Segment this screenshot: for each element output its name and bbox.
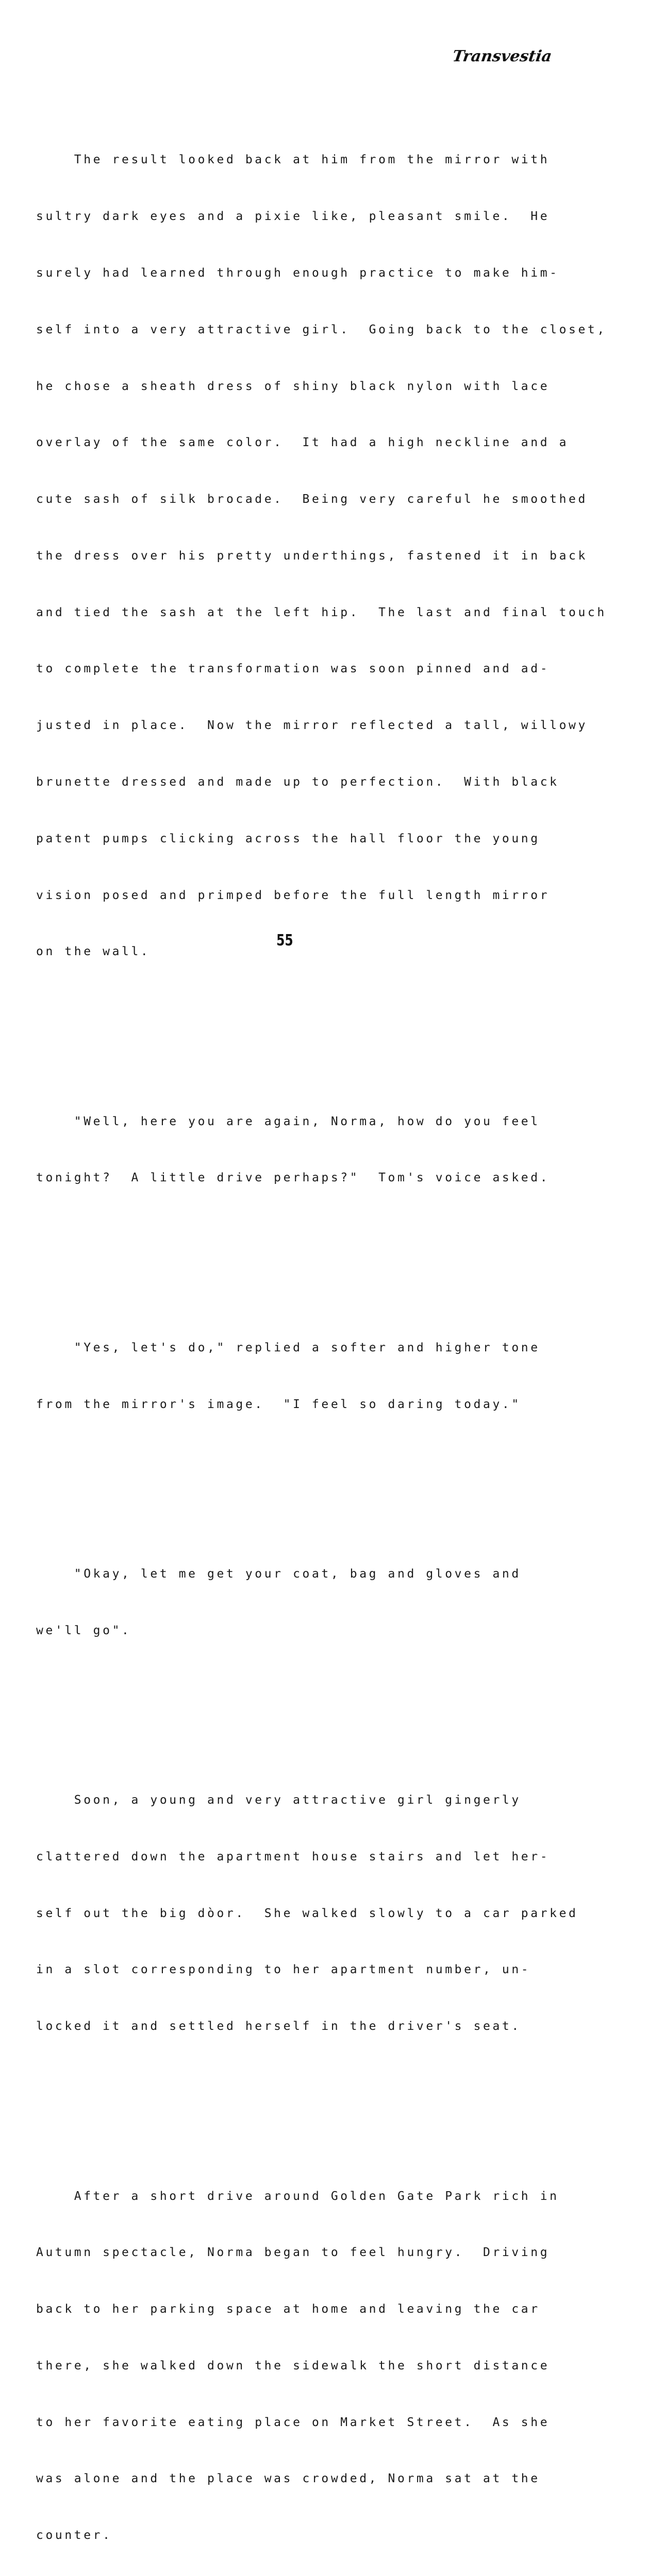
paragraph-4	[36, 1527, 593, 1678]
text-line: patent pumps clicking across the hall floor the young	[36, 832, 540, 845]
text-line: "Yes, let's do," replied a softer and higher tone	[36, 1341, 540, 1354]
text-line: on the wall.	[36, 945, 151, 959]
text-line: The result looked back at him from the mirror with	[36, 153, 550, 167]
paragraph-5	[36, 1753, 593, 2074]
body-text	[36, 75, 607, 2576]
text-line: sultry dark eyes and a pixie like, pleasant smile. He	[36, 210, 550, 224]
text-line: he chose a sheath dress of shiny black nylon with lace	[36, 379, 550, 393]
text-line: justed in place. Now the mirror reflected a tall, willowy	[36, 719, 588, 733]
text-line: clattered down the apartment house stairs and let her-	[36, 1850, 550, 1863]
text-line: to complete the transformation was soon pinned and ad-	[36, 662, 550, 676]
text-line: "Okay, let me get your coat, bag and gloves and	[36, 1567, 521, 1581]
text-line: we'll go".	[36, 1623, 131, 1637]
paragraph-2	[36, 1074, 593, 1225]
page-number: 55	[276, 931, 293, 950]
text-line: was alone and the place was crowded, Norma sat at the	[36, 2472, 540, 2486]
text-line: surely had learned through enough practice to make him-	[36, 266, 559, 280]
text-line: there, she walked down the sidewalk the short distance	[36, 2359, 550, 2372]
text-line: tonight? A little drive perhaps?" Tom's voice asked.	[36, 1171, 550, 1185]
text-line: self out the big dòor. She walked slowly to a car parked	[36, 1906, 578, 1920]
paragraph-3	[36, 1301, 593, 1452]
text-line: Soon, a young and very attractive girl gingerly	[36, 1793, 521, 1807]
text-line: and tied the sash at the left hip. The last and final touch	[36, 605, 607, 619]
text-line: in a slot corresponding to her apartment number, un-	[36, 1963, 531, 1977]
text-line: cute sash of silk brocade. Being very careful he smoothed	[36, 493, 588, 506]
text-line: After a short drive around Golden Gate Park rich in	[36, 2189, 559, 2203]
text-line: self into a very attractive girl. Going back to the closet,	[36, 323, 607, 336]
paragraph-6	[36, 2149, 593, 2576]
text-line: locked it and settled herself in the driver's seat.	[36, 2020, 521, 2033]
text-line: the dress over his pretty underthings, fastened it in back	[36, 549, 588, 563]
text-line: back to her parking space at home and leaving the car	[36, 2302, 540, 2316]
text-line: overlay of the same color. It had a high neckline and a	[36, 436, 569, 450]
text-line: counter.	[36, 2529, 112, 2543]
text-line: to her favorite eating place on Market Street. As she	[36, 2415, 550, 2429]
running-head: Transvestia	[451, 47, 553, 65]
text-line: Autumn spectacle, Norma began to feel hungry. Driving	[36, 2246, 550, 2260]
text-line: "Well, here you are again, Norma, how do you feel	[36, 1114, 540, 1128]
text-line: vision posed and primped before the full length mirror	[36, 888, 550, 902]
text-line: from the mirror's image. "I feel so daring today."	[36, 1397, 521, 1411]
text-line: brunette dressed and made up to perfection. With black	[36, 775, 559, 789]
paragraph-1	[36, 113, 607, 999]
